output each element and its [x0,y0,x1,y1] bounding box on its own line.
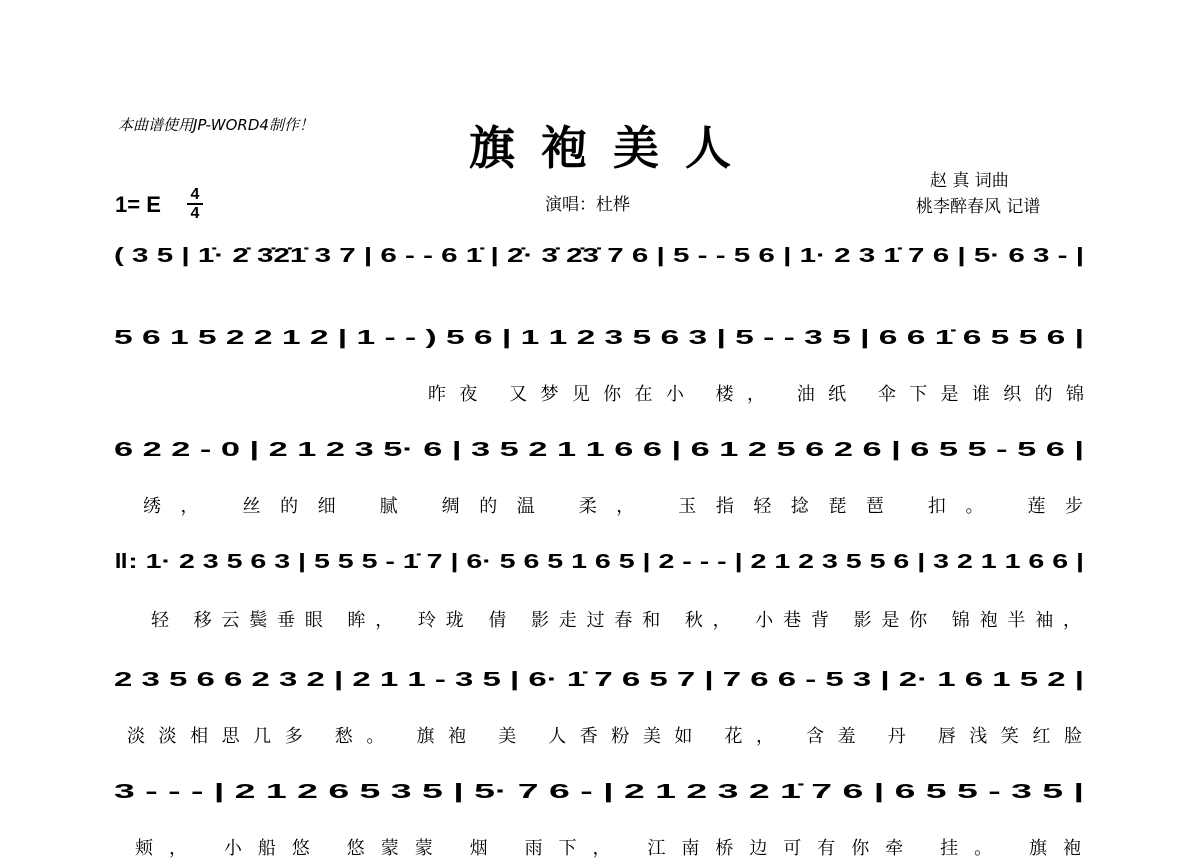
lyrics-row-3-text: 绣， 丝的细 腻 绸的温 柔， 玉指轻捻琵琶 扣。 莲步 [143,496,1084,516]
lyrics-row-5-text: 淡淡相思几多 愁。 旗袍 美 人香粉美如 花， 含羞 丹 唇浅笑红脸 [127,726,1083,746]
staff-row-3 [112,430,1090,470]
lyrics-row-4-text: 轻 移云鬓垂眼 眸， 玲珑 倩 影走过春和 秋， 小巷背 影是你 锦袍半袖， [151,610,1082,630]
time-signature-bottom: 4 [190,205,200,222]
time-signature-top: 4 [190,186,200,203]
staff-row-5 [112,660,1090,700]
staff-row-6 [112,772,1090,812]
transcriber-credit: 桃李醉春风 记谱 [916,197,1041,217]
notation-row-2: 5 6 1 5 2 2 1 2 | 1 - - ) 5 6 | 1 1 2 3 5 6 3 | 5 - - 3 5 | 6 6 1̇ 6 5 5 6 | [114,327,1084,349]
notation-row-1: ( 3 5 | 1̇· 2̇ 3̇2̇1̇ 3 7 | 6 - - 6 1̇ | 2̇· 3̇ 2̇3̇ 7 6 | 5 - - 5 6 | 1· 2 3 1̇ 7 6 | 5· 6 3 - | [114,245,1084,267]
staff-row-4 [112,542,1090,582]
lyrics-row-3-svg [123,492,1101,520]
notation-row-5: 2 3 5 6 6 2 3 2 | 2 1 1 - 3 5 | 6· 1̇ 7 6 5 7 | 7 6 6 - 5 3 | 2· 1 6 1 5 2 | [114,669,1084,691]
lyrics-row-2 [112,360,1090,404]
time-signature [185,186,205,222]
notation-row-4: ‖: 1· 2 3 5 6 3 | 5 5 5 - 1̇ 7 | 6· 5 6 5 1 6 5 | 2 - - - | 2 1 2 3 5 5 6 | 3 2 1 1 6 6 | [114,551,1084,573]
notation-row-3: 6 2 2 - 0 | 2 1 2 3 5· 6 | 3 5 2 1 1 6 6 | 6 1 2 5 6 2 6 | 6 5 5 - 5 6 | [114,439,1084,461]
lyrics-row-6-text: 颊， 小船悠 悠蒙蒙 烟 雨下， 江南桥边可有你牵 挂。 旗袍 [135,838,1082,858]
notation-row-6: 3 - - - | 2 1 2 6 5 3 5 | 5· 7 6 - | 2 1 2 3 2 1̇ 7 6 | 6 5 5 - 3 5 | [114,781,1084,803]
lyrics-row-6-svg [123,834,1101,862]
lyrics-row-6 [112,814,1090,858]
software-note: 本曲谱使用JP-WORD4制作！ [118,116,314,134]
lyrics-row-4-svg [123,606,1101,634]
staff-row-2 [112,318,1090,358]
song-title: 旗袍美人 [469,121,757,175]
lyrics-row-5 [112,702,1090,746]
key-signature: 1= E [115,192,161,217]
lyrics-row-3 [112,472,1090,516]
singer-credit: 演唱：杜桦 [545,195,630,215]
lyrics-row-2-text: 昨夜 又梦见你在小 楼， 油纸 伞下是谁织的锦 [428,384,1085,404]
staff-row-1 [112,236,1090,276]
lyrics-row-4 [112,586,1090,630]
lyrics-row-5-svg [123,722,1101,750]
lyricist-credit: 赵 真 词曲 [930,171,1009,191]
lyrics-row-2-svg [123,380,1101,408]
